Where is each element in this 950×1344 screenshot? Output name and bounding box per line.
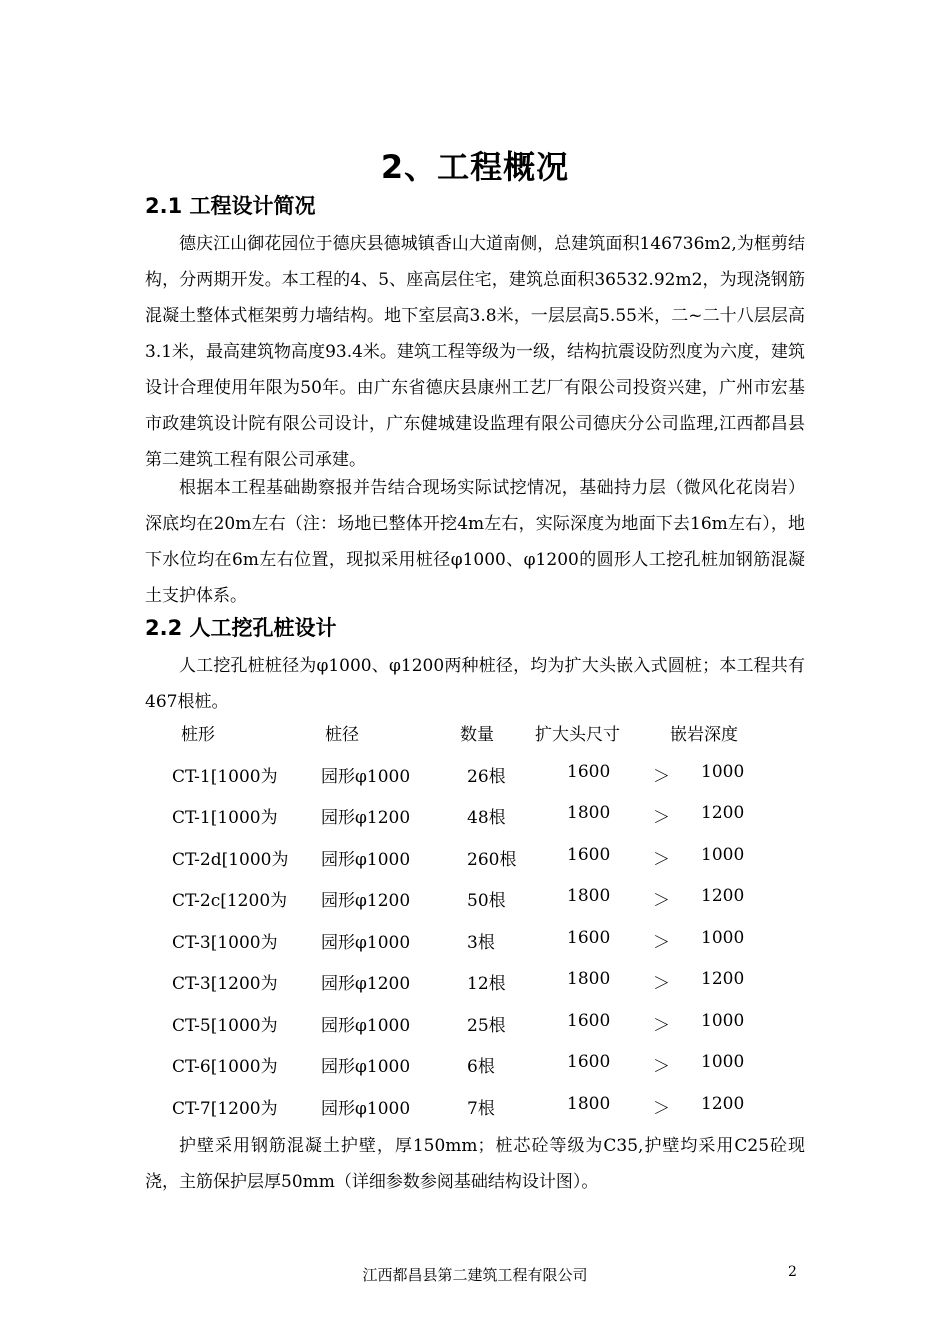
cell-rock-depth: 1200: [701, 969, 745, 989]
table-row: [145, 969, 805, 1011]
paragraph-project-summary: 德庆江山御花园位于德庆县德城镇香山大道南侧，总建筑面积146736m2,为框剪结构，分两期开发。本工程的4、5、座高层住宅，建筑总面积36532.92m2，为现浇钢筋混凝土整体式框架剪力墙结构。地下室层高3.8米，一层层高5.55米，二~二十八层层高3.1米，最高建筑物高度93.4米。建筑工程等级为一级，结构抗震设防烈度为六度，建筑设计合理使用年限为50年。由广东省德庆县康州工艺厂有限公司投资兴建，广州市宏基市政建筑设计院有限公司设计，广东健城建设监理有限公司德庆分公司监理,江西都昌县第二建筑工程有限公司承建。: [145, 234, 805, 470]
cell-quantity: 25根: [467, 1015, 506, 1036]
cell-pile-type: CT-3[1000为: [172, 932, 278, 953]
table-row: [145, 762, 805, 804]
cell-pile-diameter: 园形φ1000: [321, 1057, 411, 1077]
cell-pile-diameter: 园形φ1000: [321, 932, 411, 953]
table-row: [145, 1011, 805, 1053]
header-rock-depth: 嵌岩深度: [670, 725, 738, 745]
cell-rock-depth: 1200: [701, 803, 745, 823]
cell-rock-depth: 1000: [701, 761, 745, 782]
cell-rock-depth: 1200: [701, 886, 745, 906]
cell-greater-than: ＞: [653, 1098, 670, 1119]
cell-greater-than: ＞: [653, 808, 670, 828]
cell-pile-diameter: 园形φ1200: [321, 974, 411, 994]
table-row: [145, 803, 805, 845]
cell-pile-type: CT-2c[1200为: [172, 891, 288, 911]
cell-pile-type: CT-2d[1000为: [172, 849, 289, 870]
cell-greater-than: ＞: [653, 974, 670, 994]
cell-greater-than: ＞: [653, 849, 670, 870]
cell-pile-diameter: 园形φ1000: [321, 1015, 411, 1036]
paragraph-foundation: 根据本工程基础勘察报并告结合现场实际试挖情况，基础持力层（微风化花岗岩）深底均在20m左右（注：场地已整体开挖4m左右，实际深度为地面下去16m左右），地下水位均在6m左右位置，现拟采用桩径φ1000、φ1200的圆形人工挖孔桩加钢筋混凝土支护体系。: [145, 478, 805, 606]
cell-quantity: 12根: [467, 974, 506, 994]
cell-bell-size: 1600: [567, 844, 611, 865]
cell-bell-size: 1600: [567, 761, 611, 782]
cell-rock-depth: 1000: [701, 844, 745, 865]
cell-quantity: 7根: [467, 1098, 495, 1119]
cell-quantity: 3根: [467, 932, 495, 953]
cell-pile-type: CT-5[1000为: [172, 1015, 278, 1036]
cell-bell-size: 1600: [567, 1052, 611, 1072]
cell-greater-than: ＞: [653, 891, 670, 911]
paragraph-retaining-wall: 护壁采用钢筋混凝土护壁，厚150mm；桩芯砼等级为C35,护壁均采用C25砼现浇，主筋保护层厚50mm（详细参数参阅基础结构设计图）。: [145, 1136, 805, 1192]
cell-pile-diameter: 园形φ1200: [321, 808, 411, 828]
table-row: [145, 845, 805, 887]
table-row: [145, 928, 805, 970]
cell-greater-than: ＞: [653, 932, 670, 953]
table-row: [145, 886, 805, 928]
cell-pile-diameter: 园形φ1000: [321, 1098, 411, 1119]
table-row: [145, 1052, 805, 1094]
cell-pile-diameter: 园形φ1000: [321, 766, 411, 787]
page-title: 2、工程概况: [380, 148, 570, 186]
cell-greater-than: ＞: [653, 766, 670, 787]
cell-pile-type: CT-1[1000为: [172, 808, 278, 828]
cell-quantity: 26根: [467, 766, 506, 787]
cell-pile-type: CT-7[1200为: [172, 1098, 278, 1119]
page-number: 2: [788, 1264, 797, 1280]
header-quantity: 数量: [460, 725, 494, 745]
cell-quantity: 6根: [467, 1057, 495, 1077]
cell-rock-depth: 1000: [701, 1052, 745, 1072]
section-heading-2-2: 2.2 人工挖孔桩设计: [145, 616, 337, 640]
paragraph-pile-intro: 人工挖孔桩桩径为φ1000、φ1200两种桩径，均为扩大头嵌入式圆桩；本工程共有467根桩。: [145, 656, 805, 712]
cell-pile-type: CT-6[1000为: [172, 1057, 278, 1077]
cell-bell-size: 1800: [567, 803, 611, 823]
cell-bell-size: 1800: [567, 886, 611, 906]
header-bell-size: 扩大头尺寸: [535, 725, 620, 745]
cell-pile-diameter: 园形φ1200: [321, 891, 411, 911]
cell-pile-type: CT-1[1000为: [172, 766, 278, 787]
cell-bell-size: 1600: [567, 927, 611, 948]
pile-table: [145, 720, 805, 1135]
cell-greater-than: ＞: [653, 1057, 670, 1077]
header-pile-diameter: 桩径: [325, 725, 359, 745]
cell-rock-depth: 1000: [701, 1010, 745, 1031]
cell-rock-depth: 1000: [701, 927, 745, 948]
cell-bell-size: 1800: [567, 1093, 611, 1114]
cell-pile-type: CT-3[1200为: [172, 974, 278, 994]
cell-quantity: 260根: [467, 849, 517, 870]
header-pile-type: 桩形: [181, 725, 215, 745]
cell-bell-size: 1800: [567, 969, 611, 989]
table-header-row: [145, 720, 805, 762]
cell-bell-size: 1600: [567, 1010, 611, 1031]
cell-greater-than: ＞: [653, 1015, 670, 1036]
cell-quantity: 48根: [467, 808, 506, 828]
cell-pile-diameter: 园形φ1000: [321, 849, 411, 870]
footer-company: 江西都昌县第二建筑工程有限公司: [362, 1266, 588, 1284]
cell-quantity: 50根: [467, 891, 506, 911]
cell-rock-depth: 1200: [701, 1093, 745, 1114]
section-heading-2-1: 2.1 工程设计简况: [145, 194, 316, 218]
